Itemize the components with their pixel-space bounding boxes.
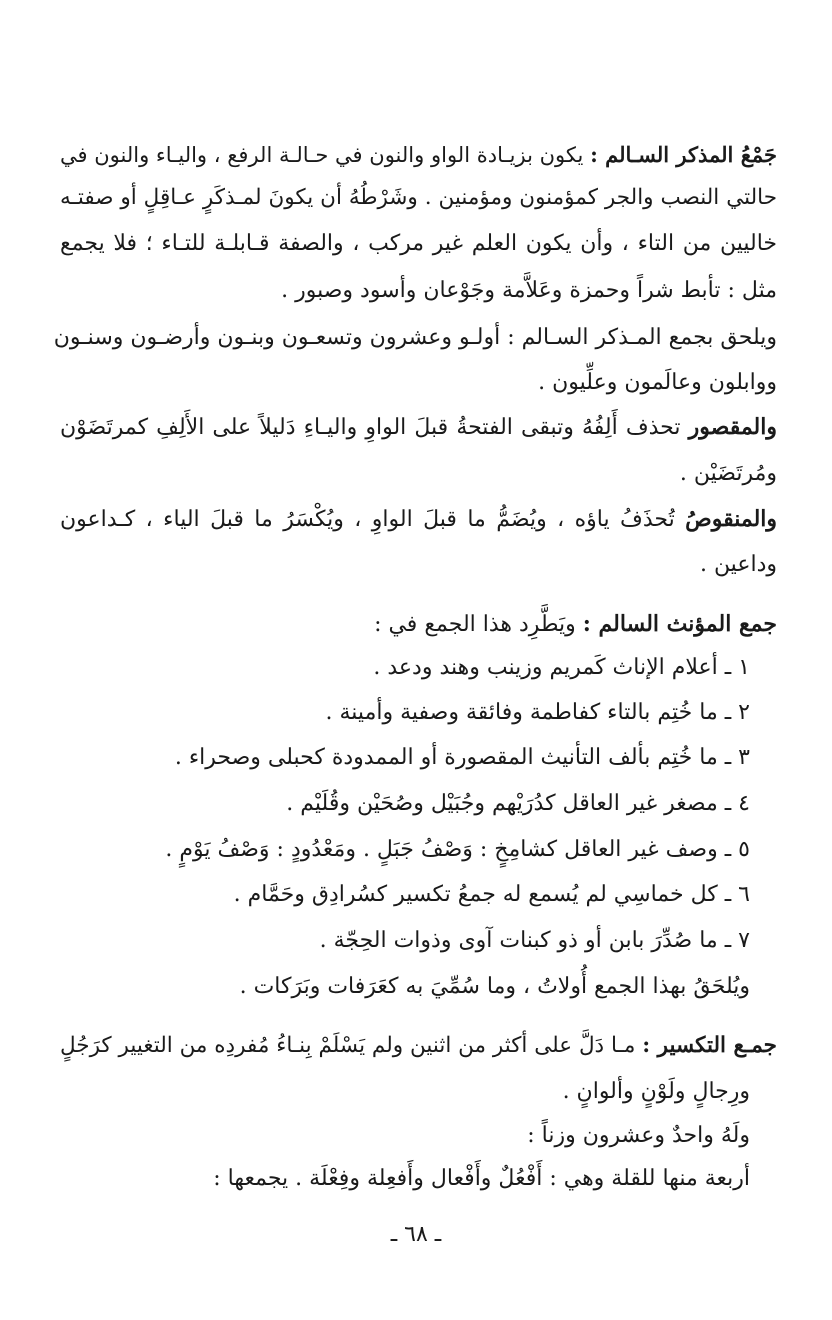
fem-item-text: ـ أعلام الإناث كَمريم وزينب وهند ودعد . [373,655,732,680]
fem-item-text: ـ كل خماسِي لم يُسمع له جمعُ تكسير كسُرادِق وحَمَّام . [233,882,732,907]
fem-item-1 [373,652,750,684]
fem-item-num: ٥ [738,837,750,862]
fem-plural-line [374,608,777,641]
fem-item-4 [286,788,750,820]
broken-plural-line-3: ولَهُ واحدٌ وعشرون وزناً : [527,1123,750,1148]
page-number: ـ ٦٨ ـ [390,1222,442,1247]
fem-item-3 [175,742,750,774]
fem-item-5 [165,834,750,866]
fem-item-num: ١ [738,655,750,680]
masc-mulhaq-line-1: ويلحق بجمع المـذكر السـالم : أولـو وعشرون وتسعـون وبنـون وأرضـون وسنـون [53,325,777,350]
broken-plural-heading: جمـع التكسير : [642,1033,777,1058]
fem-item-text: ـ وصف غير العاقل كشامِخٍ : وَصْفُ جَبَلٍ . ومَعْدُودٍ : وَصْفُ يَوْمٍ . [165,837,732,862]
broken-plural-text-1: مـا دَلَّ على أكثر من اثنين ولم يَسْلَمْ بِنـاءُ مُفردِه من التغيير كرَجُلٍ [60,1033,636,1058]
masc-plural-heading: جَمْعُ المذكر السـالم : [590,142,778,167]
fem-item-num: ٦ [738,882,750,907]
maqsur-line-1 [60,411,777,444]
fem-plural-intro: ويَطَّرِد هذا الجمع في : [374,612,576,637]
masc-plural-line-2: حالتي النصب والجر كمؤمنون ومؤمنين . وشَرْطُهُ أن يكونَ لمـذكَرٍ عـاقِلٍ أو صفتـه [60,185,777,210]
fem-item-text: ـ ما خُتِم بالتاء كفاطمة وفائقة وصفية وأمينة . [325,700,732,725]
fem-plural-heading: جمع المؤنث السالم : [582,611,777,637]
fem-item-num: ٣ [738,745,750,770]
masc-mulhaq-line-2: ووابلون وعالَمون وعلِّيون . [538,370,777,395]
masc-plural-text-1: يكون بزيـادة الواو والنون في حـالـة الرفع ، واليـاء والنون في [60,143,584,167]
broken-plural-line-4: أربعة منها للقلة وهي : أَفْعُلٌ وأَفْعال وأَفعِلة وفِعْلَة . يجمعها : [213,1166,750,1191]
masc-plural-line-1 [60,139,777,171]
fem-item-num: ٢ [738,700,750,725]
fem-mulhaq-line: ويُلحَقُ بهذا الجمع أُولاتُ ، وما سُمِّيَ به كعَرَفات وبَرَكات . [239,974,750,999]
broken-plural-line-2: ورِجالٍ ولَوْنٍ وألوانٍ . [562,1079,750,1104]
fem-item-text: ـ ما صُدِّرَ بابن أو ذو كبنات آوى وذوات الحِجّة . [319,928,732,953]
manqus-line-1 [60,503,777,536]
maqsur-line-2: ومُرتَضَيْن . [679,461,777,486]
maqsur-text-1: تحذف أَلِفُهُ وتبقى الفتحةُ قبلَ الواوِ واليـاءِ دَليلاً على الأَلِفِ كمرتَضَوْن [60,415,681,440]
fem-item-text: ـ ما خُتِم بألف التأنيث المقصورة أو الممدودة كحبلى وصحراء . [174,745,732,770]
fem-item-2 [326,697,750,729]
broken-plural-line-1 [60,1030,777,1062]
masc-plural-line-4: مثل : تأبط شراً وحمزة وعَلاَّمة وجَوْعان وأسود وصبور . [281,278,777,303]
manqus-heading: والمنقوصُ [685,506,778,532]
manqus-text-1: تُحذَفُ ياؤه ، ويُضَمُّ ما قبلَ الواوِ ، ويُكْسَرُ ما قبلَ الياء ، كـداعون [60,507,675,532]
fem-item-num: ٧ [738,928,750,953]
fem-item-7 [320,925,750,957]
masc-plural-line-3: خاليين من التاء ، وأن يكون العلم غير مركب ، والصفة قـابلـة للتـاء ؛ فلا يجمع [60,231,777,256]
fem-item-num: ٤ [738,791,750,816]
maqsur-heading: والمقصور [688,414,777,440]
fem-item-6 [234,879,750,911]
manqus-line-2: وداعين . [699,552,777,577]
fem-item-text: ـ مصغر غير العاقل كدُرَيْهم وجُبَيْل وصُحَيْن وقُلَيْم . [286,791,732,816]
